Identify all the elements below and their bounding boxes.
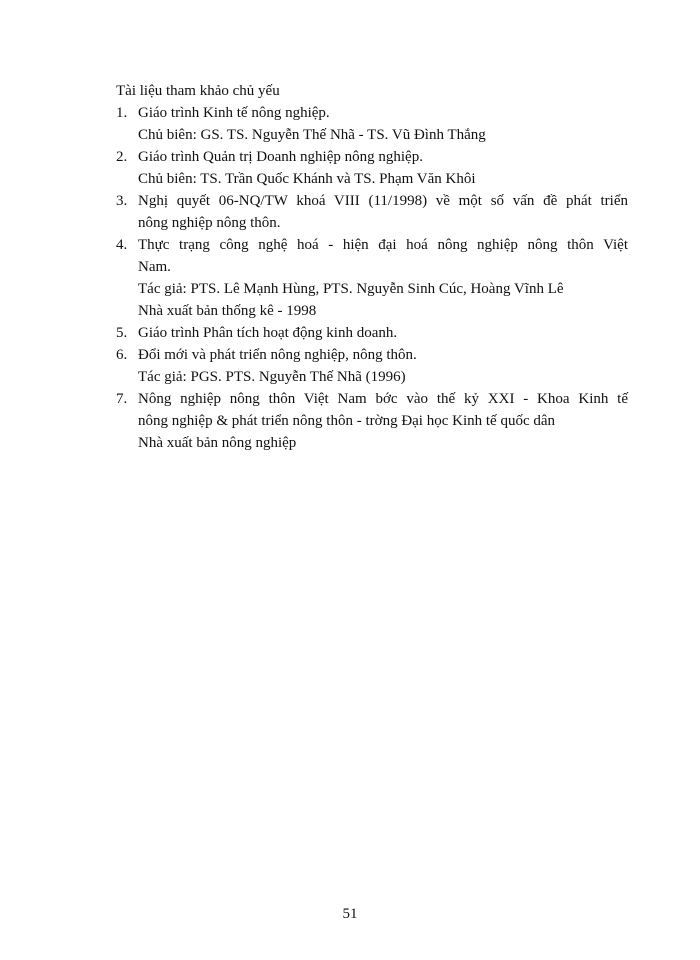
reference-number: 6. (116, 347, 128, 363)
reference-editors: Chủ biên: TS. Trần Quốc Khánh và TS. Phạm Văn Khôi (138, 171, 476, 187)
section-heading: Tài liệu tham khảo chủ yếu (116, 83, 280, 99)
reference-item-5 (116, 322, 628, 344)
reference-title: Giáo trình Quản trị Doanh nghiệp nông nghiệp. (138, 149, 423, 165)
reference-title: Thực trạng công nghệ hoá - hiện đại hoá nông nghiệp nông thôn Việt (138, 237, 628, 253)
reference-item-1 (116, 102, 628, 146)
reference-number: 1. (116, 105, 128, 121)
reference-authors: Tác giả: PTS. Lê Mạnh Hùng, PTS. Nguyễn Sinh Cúc, Hoàng Vĩnh Lê (138, 281, 564, 297)
reference-title: Giáo trình Phân tích hoạt động kinh doanh. (138, 325, 398, 341)
reference-item-3 (116, 190, 628, 234)
reference-editors: Chủ biên: GS. TS. Nguyễn Thế Nhã - TS. Vũ Đình Thắng (138, 127, 486, 143)
reference-title-continued: nông nghiệp nông thôn. (138, 215, 281, 231)
reference-number: 4. (116, 237, 128, 253)
reference-title: Giáo trình Kinh tế nông nghiệp. (138, 105, 330, 121)
reference-number: 2. (116, 149, 128, 165)
reference-item-6 (116, 344, 628, 388)
reference-publisher: Nhà xuất bản nông nghiệp (138, 435, 297, 451)
reference-title: Nông nghiệp nông thôn Việt Nam bớc vào thế kỷ XXI - Khoa Kinh tế (138, 391, 628, 407)
reference-title: Đổi mới và phát triển nông nghiệp, nông thôn. (138, 347, 417, 363)
reference-section (116, 80, 628, 454)
reference-number: 3. (116, 193, 128, 209)
reference-number: 7. (116, 391, 128, 407)
reference-publisher: Nhà xuất bản thống kê - 1998 (138, 303, 317, 319)
reference-item-2 (116, 146, 628, 190)
reference-item-4 (116, 234, 628, 322)
reference-title: Nghị quyết 06-NQ/TW khoá VIII (11/1998) về một số vấn đề phát triển (138, 193, 628, 209)
reference-authors: Tác giả: PGS. PTS. Nguyễn Thế Nhã (1996) (138, 369, 406, 385)
reference-number: 5. (116, 325, 128, 341)
reference-title-continued: Nam. (138, 259, 171, 275)
reference-title-continued: nông nghiệp & phát triển nông thôn - trờng Đại học Kinh tế quốc dân (138, 413, 556, 429)
reference-list (116, 102, 628, 454)
page-number: 51 (342, 906, 358, 922)
reference-item-7 (116, 388, 628, 454)
